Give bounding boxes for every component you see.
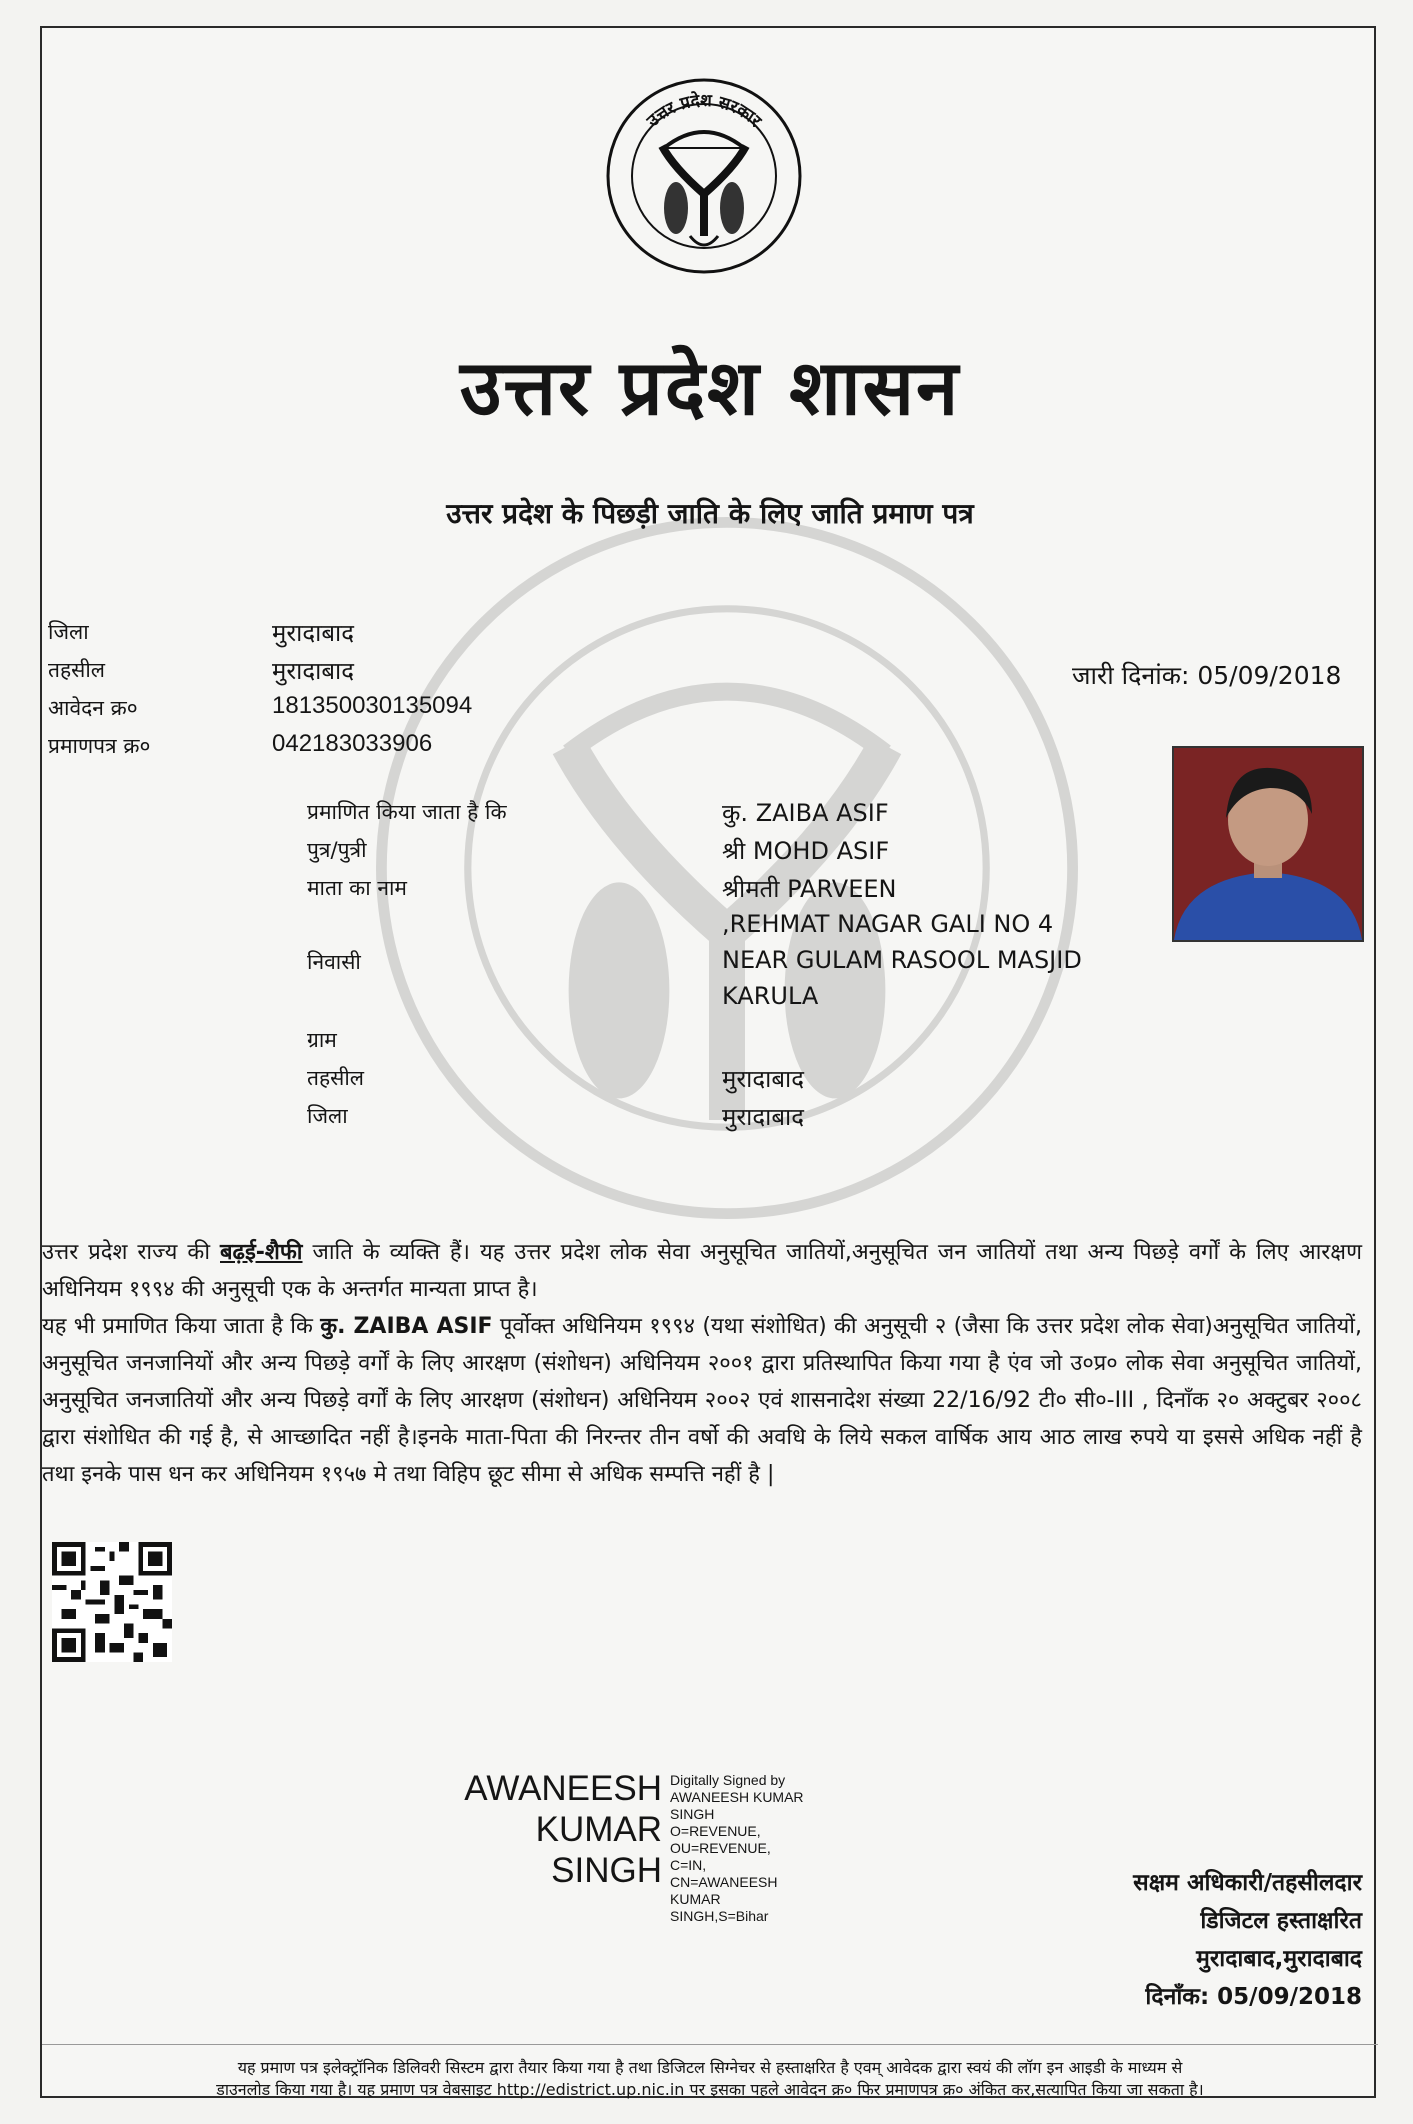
- footer-divider: [42, 2044, 1378, 2045]
- application-number-label: आवेदन क्र०: [48, 696, 138, 720]
- paragraph-caste: उत्तर प्रदेश राज्य की बढ़ई-शैफी जाति के व्यक्ति हैं। यह उत्तर प्रदेश लोक सेवा अनुसूचित जातियों,अनुसूचित जन जातियों तथा अन्य पिछड़े वर्गों के लिए आरक्षण अधिनियम १९९४ की अनुसूची एक के अन्तर्गत मान्यता प्राप्त है।: [42, 1240, 1362, 1302]
- emblem-text: उत्तर प्रदेश सरकार: [643, 90, 766, 132]
- address-line-3: KARULA: [722, 982, 819, 1010]
- up-government-emblem: [604, 76, 804, 276]
- footer-note-line-2: डाउनलोड किया गया है। यह प्रमाण पत्र वेबसाइट http://edistrict.up.nic.in पर इसका पहले आवेदन क्र० फिर प्रमाणपत्र क्र० अंकित कर,सत्यापित किया जा सकता है।: [216, 2080, 1204, 2099]
- signer-name: AWANEESH KUMAR SINGH: [464, 1769, 662, 1890]
- certificate-number-label: प्रमाणपत्र क्र०: [48, 734, 151, 758]
- detail-tehsil-label: तहसील: [307, 1066, 364, 1090]
- parent-label: पुत्र/पुत्री: [307, 838, 367, 862]
- district-label: जिला: [48, 620, 89, 644]
- issue-date: जारी दिनांक: 05/09/2018: [1072, 661, 1342, 690]
- body-applicant-name: कु. ZAIBA ASIF: [320, 1314, 493, 1339]
- tehsil-value: मुरादाबाद: [272, 657, 355, 685]
- applicant-photo: [1172, 746, 1364, 942]
- paragraph-declaration: यह भी प्रमाणित किया जाता है कि कु. ZAIBA ASIF पूर्वोक्त अधिनियम १९९४ (यथा संशोधित) की अनुसूची २ (जैसा कि उत्तर प्रदेश लोक सेवा)अनुसूचित जातियों, अनुसूचित जनजानियों और अन्य पिछड़े वर्गों के लिए आरक्षण (संशोधन) अधिनियम २००१ द्वारा प्रतिस्थापित किया गया है एंव जो उ०प्र० लोक सेवा अनुसूचित जातियों, अनुसूचित जनजातियों और अन्य पिछड़े वर्गों के लिए आरक्षण (संशोधन) अधिनियम २००२ एवं शासनादेश संख्या 22/16/92 टी० सी०-III , दिनाँक २० अक्टुबर २००८ द्वारा संशोधित की गई है, से आच्छादित नहीं है।इनके माता-पिता की निरन्तर तीन वर्षो की अवधि के लिये सकल वार्षिक आय आठ लाख रुपये या इससे अधिक नहीं है तथा इनके पास धन कर अधिनियम १९५७ मे तथा विहिप छूट सीमा से अधिक सम्पत्ति नहीं है |: [42, 1314, 1362, 1487]
- resident-label: निवासी: [307, 950, 361, 974]
- detail-district-value: मुरादाबाद: [722, 1103, 805, 1131]
- certificate-body: [42, 1234, 1362, 1493]
- authority-date: दिनाँक: 05/09/2018: [1145, 1984, 1362, 2010]
- mother-name: श्रीमती PARVEEN: [722, 875, 897, 903]
- father-name: श्री MOHD ASIF: [722, 837, 890, 865]
- mother-label: माता का नाम: [307, 876, 407, 900]
- address-line-2: NEAR GULAM RASOOL MASJID: [722, 946, 1082, 974]
- tehsil-label: तहसील: [48, 658, 105, 682]
- authority-title: सक्षम अधिकारी/तहसीलदार: [1133, 1870, 1362, 1896]
- digital-signature-details: Digitally Signed by AWANEESH KUMAR SINGH O=REVENUE, OU=REVENUE, C=IN, CN=AWANEESH KUMAR SINGH,S=Bihar: [670, 1772, 804, 1924]
- address-line-1: ,REHMAT NAGAR GALI NO 4: [722, 910, 1054, 938]
- caste-name: बढ़ई-शैफी: [220, 1240, 303, 1265]
- certificate-number-value: 042183033906: [272, 730, 433, 757]
- issuing-authority: [922, 1864, 1362, 2016]
- application-number-value: 181350030135094: [272, 692, 473, 719]
- district-value: मुरादाबाद: [272, 619, 355, 647]
- qr-code[interactable]: [52, 1542, 172, 1662]
- village-label: ग्राम: [307, 1028, 337, 1052]
- certificate-subtitle: उत्तर प्रदेश के पिछड़ी जाति के लिए जाति प्रमाण पत्र: [446, 497, 974, 530]
- applicant-name: कु. ZAIBA ASIF: [722, 799, 889, 827]
- authority-location: मुरादाबाद,मुरादाबाद: [1196, 1946, 1362, 1972]
- certificate-sheet: [40, 26, 1376, 2098]
- svg-text:उत्तर प्रदेश सरकार: [642, 90, 765, 132]
- detail-tehsil-value: मुरादाबाद: [722, 1065, 805, 1093]
- digitally-signed-label: डिजिटल हस्ताक्षरित: [1200, 1908, 1362, 1934]
- certified-label: प्रमाणित किया जाता है कि: [307, 800, 507, 824]
- page-title: उत्तर प्रदेश शासन: [459, 343, 961, 432]
- footer-note-line-1: यह प्रमाण पत्र इलेक्ट्रॉनिक डिलिवरी सिस्टम द्वारा तैयार किया गया है तथा डिजिटल सिग्नेचर से हस्ताक्षरित है एवम् आवेदक द्वारा स्वयं की लॉग इन आइडी के माध्यम से: [237, 2058, 1183, 2077]
- detail-district-label: जिला: [307, 1104, 348, 1128]
